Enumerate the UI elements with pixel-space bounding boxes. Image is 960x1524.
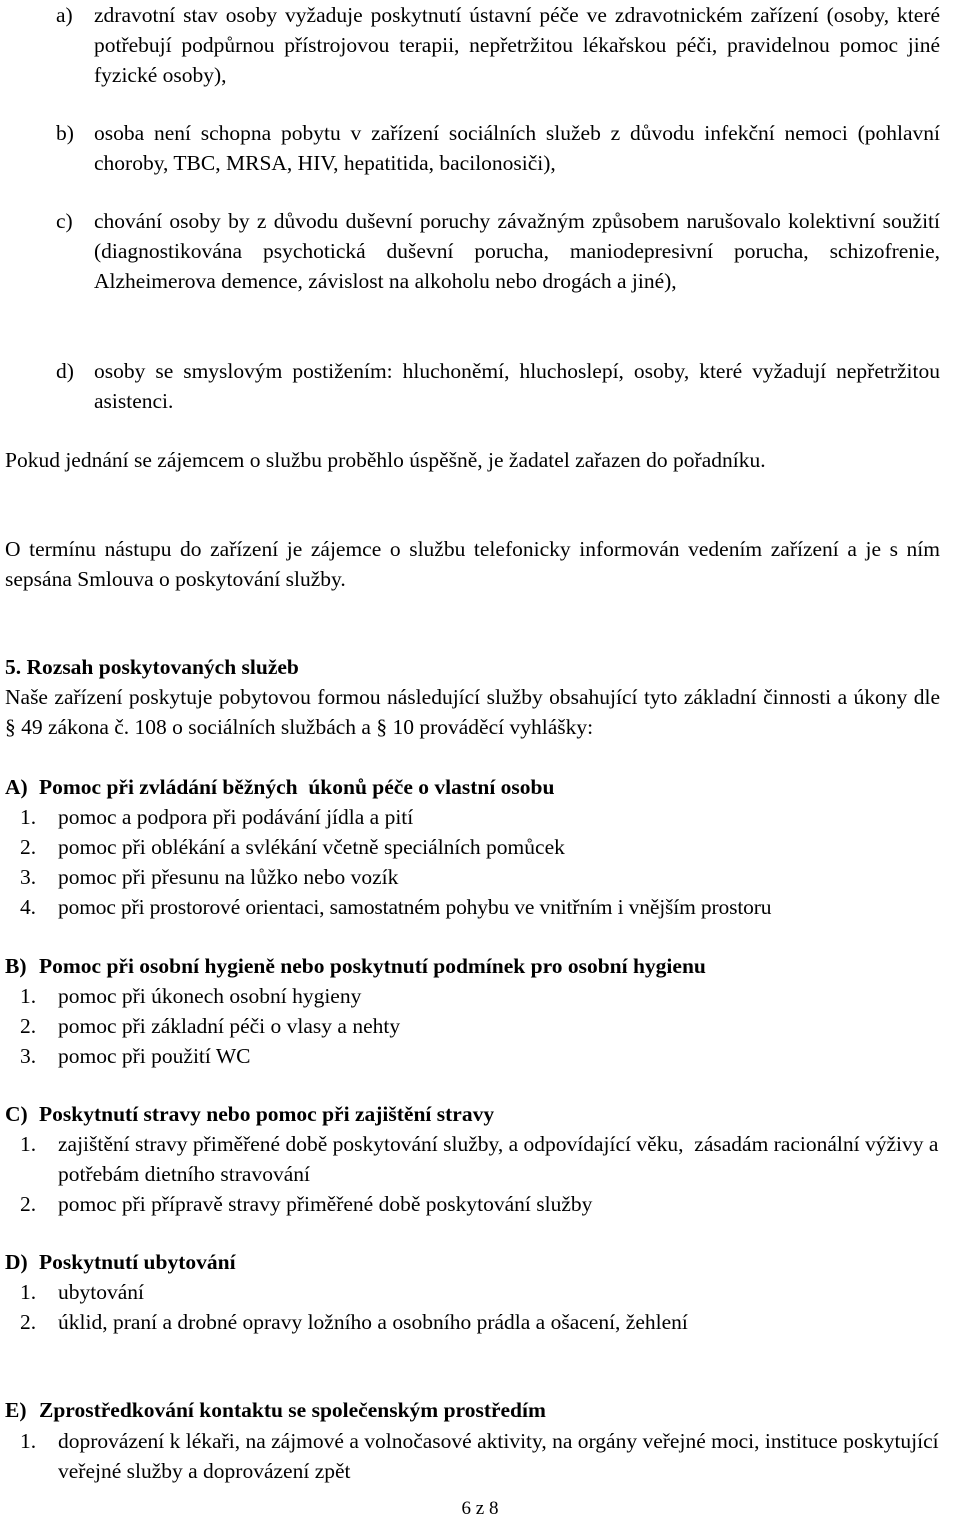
group-letter: C) <box>5 1102 28 1126</box>
criterion-label: c) <box>56 209 73 233</box>
service-group-a-list <box>20 802 960 922</box>
criterion-a <box>56 0 940 90</box>
item-number: 2. <box>20 1014 37 1038</box>
group-title: Pomoc při zvládání běžných úkonů péče o vlastní osobu <box>39 775 555 799</box>
criterion-text: zdravotní stav osoby vyžaduje poskytnutí ústavní péče ve zdravotnickém zařízení (osoby, které potřebují podpůrnou přístrojovou terapii, nepřetržitou lékařskou péči, pravidelnou pomoc jiné fyzické osoby), <box>94 3 940 87</box>
criterion-text: chování osoby by z důvodu duševní poruchy závažným způsobem narušovalo kolektivní soužití (diagnostikována psychotická duševní porucha, maniodepresivní porucha, schizofrenie, Alzheimerova demence, závislost na alkoholu nebo drogách a jiné), <box>94 209 940 293</box>
item-text: pomoc a podpora při podávání jídla a pití <box>58 805 414 829</box>
service-group-c-heading <box>5 1099 955 1129</box>
list-item <box>20 1189 940 1219</box>
item-text: pomoc při použití WC <box>58 1044 251 1068</box>
criterion-label: b) <box>56 121 74 145</box>
group-letter: D) <box>5 1250 28 1274</box>
service-group-d-heading <box>5 1247 955 1277</box>
criterion-label: d) <box>56 359 74 383</box>
group-title: Zprostředkování kontaktu se společenským prostředím <box>39 1398 546 1422</box>
list-item <box>20 1426 940 1486</box>
item-number: 2. <box>20 1192 37 1216</box>
item-text: zajištění stravy přiměřené době poskytování služby, a odpovídající věku, zásadám racionální výživy a potřebám dietního stravování <box>58 1132 944 1186</box>
list-item <box>20 862 960 892</box>
item-text: doprovázení k lékaři, na zájmové a volnočasové aktivity, na orgány veřejné moci, instituce poskytující veřejné služby a doprovázení zpět <box>58 1429 939 1483</box>
list-item <box>20 981 960 1011</box>
list-item <box>20 1307 960 1337</box>
section-intro: Naše zařízení poskytuje pobytovou formou následující služby obsahující tyto základní činnosti a úkony dle § 49 zákona č. 108 o sociálních službách a § 10 prováděcí vyhlášky: <box>5 685 940 739</box>
criterion-d <box>56 356 940 416</box>
criterion-label: a) <box>56 3 73 27</box>
criterion-text: osoba není schopna pobytu v zařízení sociálních služeb z důvodu infekční nemoci (pohlavní choroby, TBC, MRSA, HIV, hepatitida, bacilonosiči), <box>94 121 940 175</box>
item-text: pomoc při prostorové orientaci, samostatném pohybu ve vnitřním i vnějším prostoru <box>58 895 772 919</box>
item-number: 4. <box>20 895 36 919</box>
item-number: 2. <box>20 835 37 859</box>
item-text: pomoc při přesunu na lůžko nebo vozík <box>58 865 399 889</box>
item-number: 1. <box>20 1429 37 1453</box>
item-number: 1. <box>20 805 37 829</box>
service-group-c-list <box>20 1129 944 1219</box>
item-text: pomoc při oblékání a svlékání včetně speciálních pomůcek <box>58 835 565 859</box>
item-number: 1. <box>20 1132 37 1156</box>
service-group-d-list <box>20 1277 960 1337</box>
service-group-b-list <box>20 981 960 1071</box>
item-text: pomoc při základní péči o vlasy a nehty <box>58 1014 401 1038</box>
service-group-e-list <box>20 1426 940 1486</box>
page-number: 6 z 8 <box>461 1498 499 1519</box>
criterion-c <box>56 206 940 296</box>
group-title: Poskytnutí stravy nebo pomoc při zajištění stravy <box>39 1102 495 1126</box>
paragraph-start-date: O termínu nástupu do zařízení je zájemce o službu telefonicky informován vedením zařízení a je s ním sepsána Smlouva o poskytování služby. <box>5 537 940 591</box>
criterion-b <box>56 118 940 178</box>
list-item <box>20 1041 960 1071</box>
item-text: pomoc při úkonech osobní hygieny <box>58 984 362 1008</box>
paragraph-waiting-list: Pokud jednání se zájemcem o službu proběhlo úspěšně, je žadatel zařazen do pořadníku. <box>5 448 766 472</box>
group-title: Poskytnutí ubytování <box>39 1250 236 1274</box>
item-number: 1. <box>20 1280 37 1304</box>
list-item <box>20 802 960 832</box>
group-title: Pomoc při osobní hygieně nebo poskytnutí podmínek pro osobní hygienu <box>39 954 706 978</box>
group-letter: E) <box>5 1398 27 1422</box>
criterion-text: osoby se smyslovým postižením: hluchoněmí, hluchoslepí, osoby, které vyžadují nepřetržitou asistenci. <box>94 359 940 413</box>
service-group-a-heading <box>5 772 955 802</box>
item-number: 3. <box>20 865 37 889</box>
list-item <box>20 1129 944 1189</box>
service-group-e-heading <box>5 1395 955 1425</box>
item-number: 3. <box>20 1044 37 1068</box>
list-item <box>20 832 960 862</box>
section-heading: 5. Rozsah poskytovaných služeb <box>5 655 299 679</box>
list-item <box>20 1277 960 1307</box>
group-letter: A) <box>5 775 28 799</box>
item-text: ubytování <box>58 1280 144 1304</box>
item-text: pomoc při přípravě stravy přiměřené době poskytování služby <box>58 1192 593 1216</box>
list-item <box>20 1011 960 1041</box>
item-number: 2. <box>20 1310 37 1334</box>
list-item <box>20 892 960 922</box>
service-group-b-heading <box>5 951 955 981</box>
item-text: úklid, praní a drobné opravy ložního a osobního prádla a ošacení, žehlení <box>58 1310 688 1334</box>
group-letter: B) <box>5 954 27 978</box>
item-number: 1. <box>20 984 37 1008</box>
